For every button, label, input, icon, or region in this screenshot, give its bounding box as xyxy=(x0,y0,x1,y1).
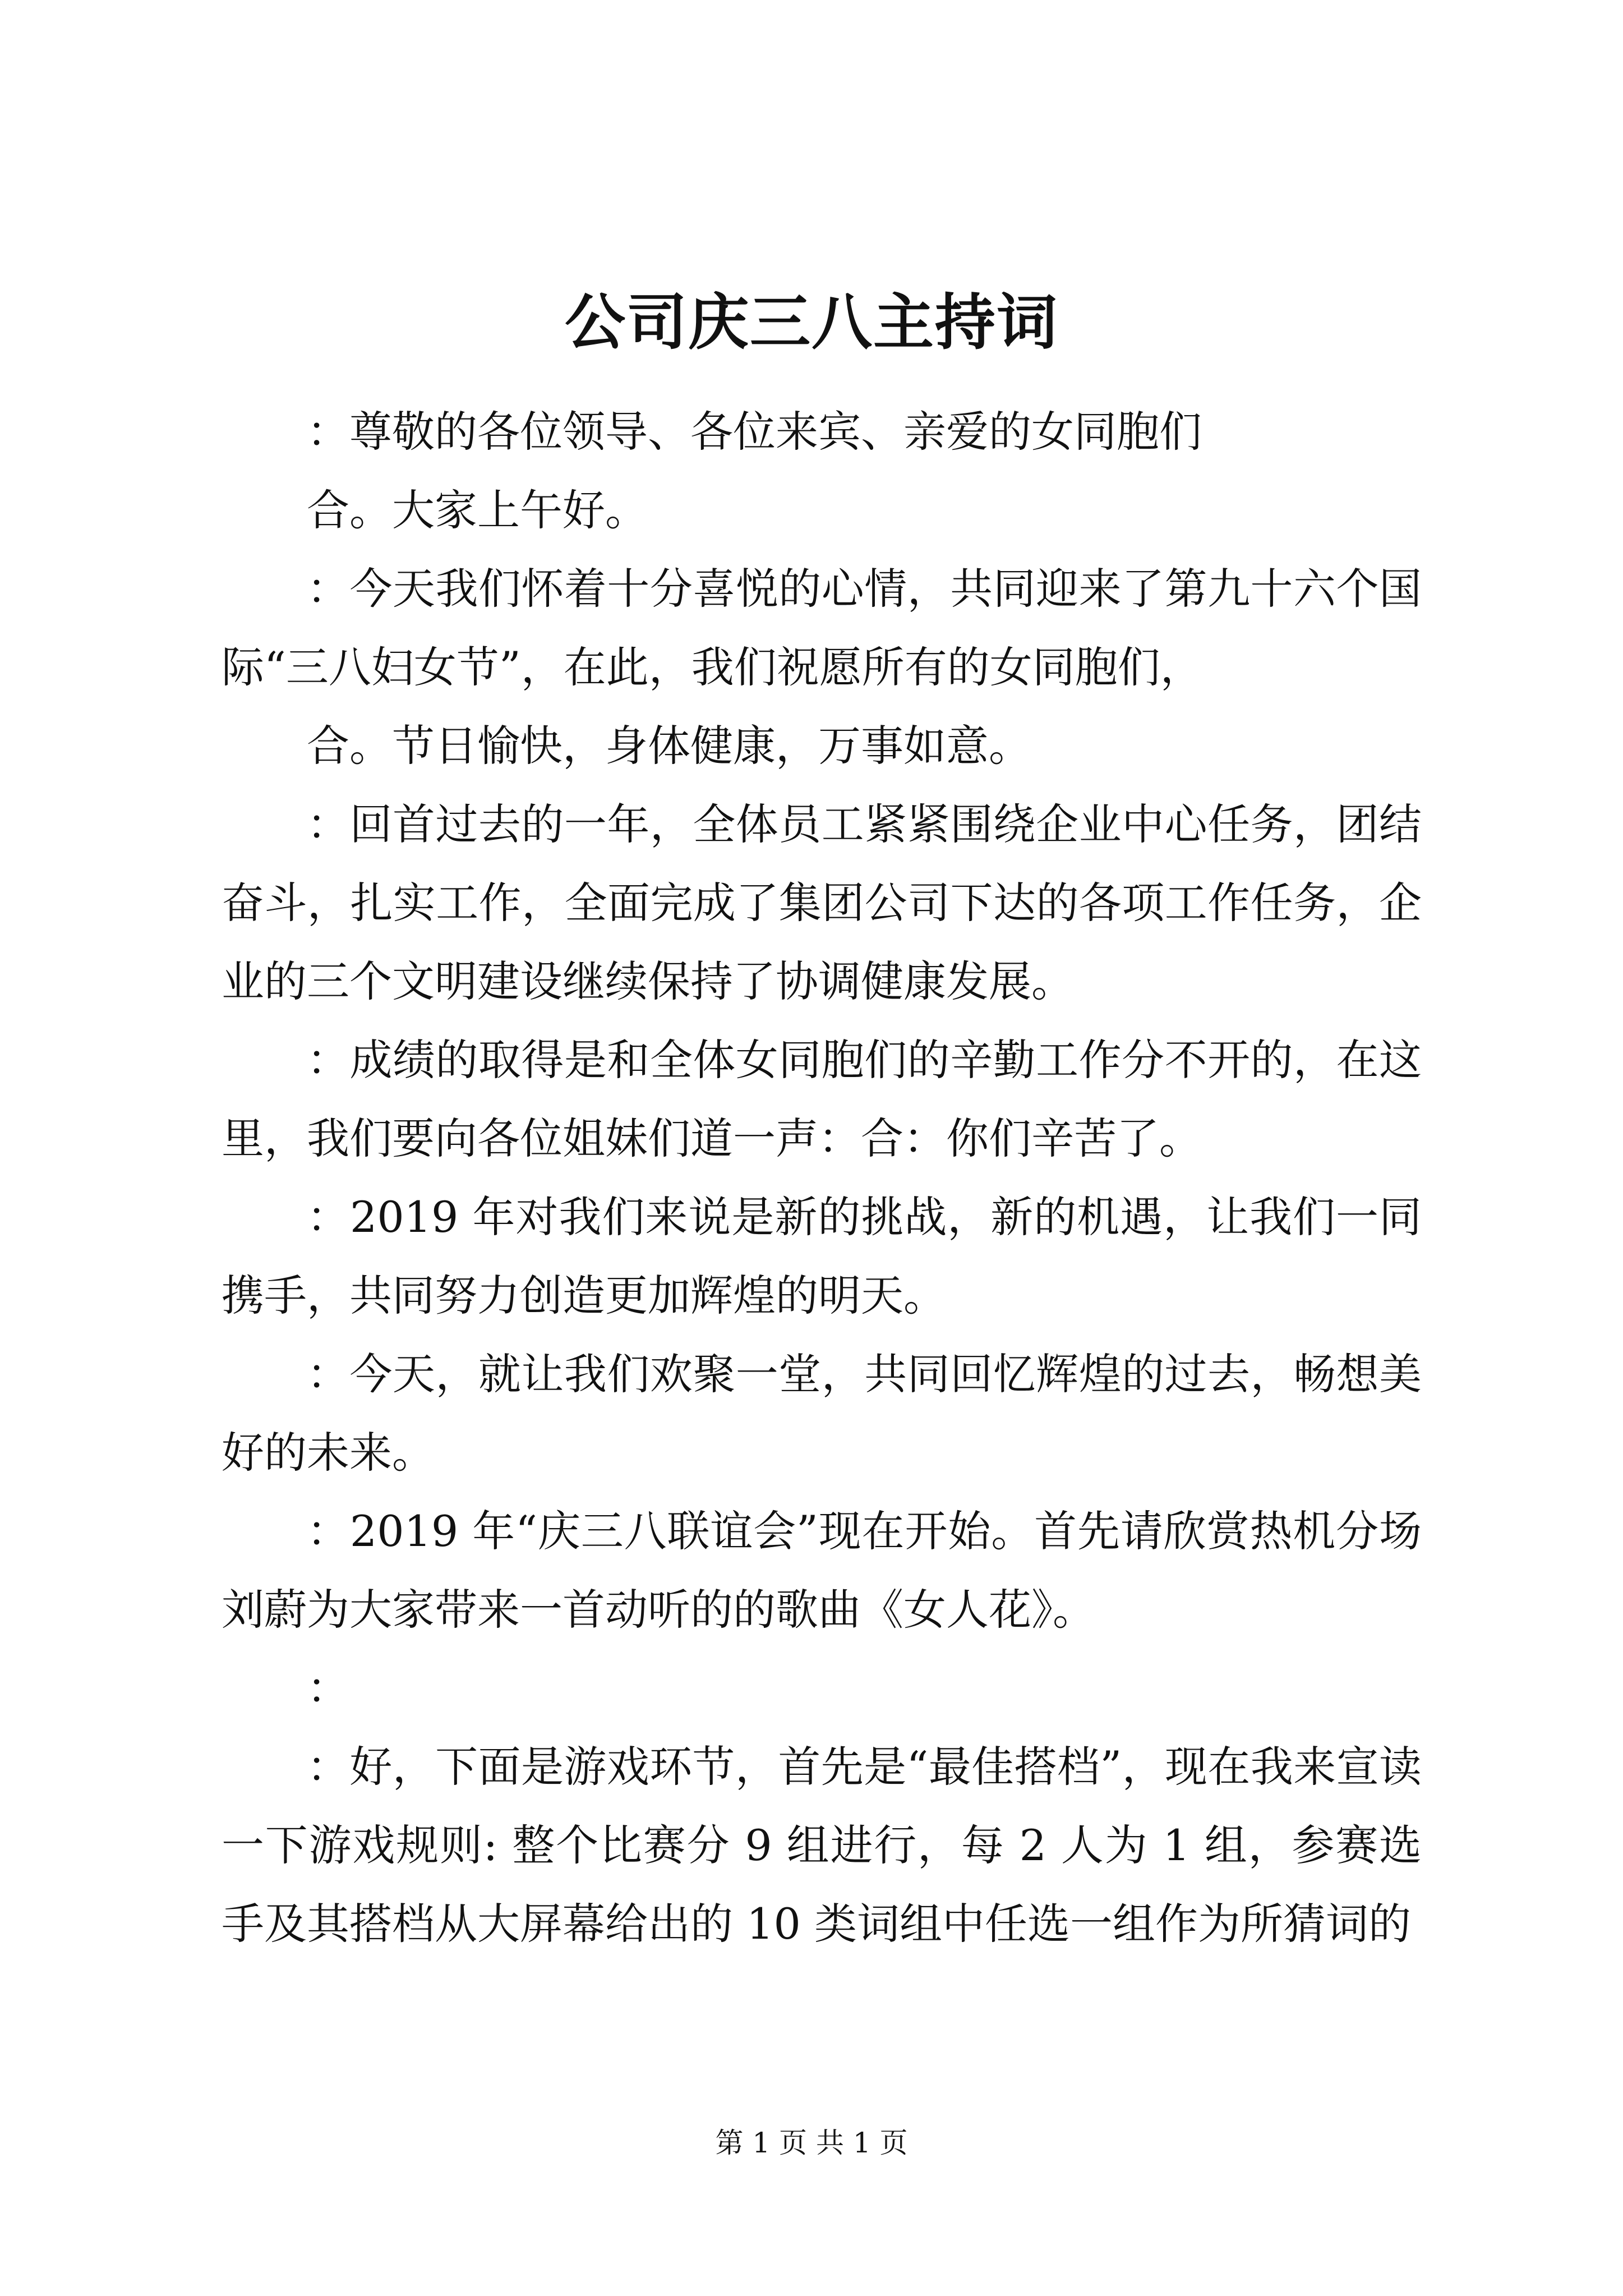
paragraph-10: ： xyxy=(307,1663,349,1713)
paragraph-1: ：尊敬的各位领导、各位来宾、亲爱的女同胞们 xyxy=(307,407,1202,457)
paragraph-8: ：今天，就让我们欢聚一堂，共同回忆辉煌的过去，畅想美好的未来。 xyxy=(222,1349,1422,1478)
paragraph-4: 合。节日愉快，身体健康，万事如意。 xyxy=(307,721,1031,771)
paragraph-5: ：回首过去的一年，全体员工紧紧围绕企业中心任务，团结奋斗，扎实工作，全面完成了集团公司下达的各项工作任务，企业的三个文明建设继续保持了协调健康发展。 xyxy=(222,799,1422,1006)
paragraph-2: 合。大家上午好。 xyxy=(307,485,648,535)
page-footer: 第 1 页 共 1 页 xyxy=(715,2127,908,2159)
paragraph-7: ：2019 年对我们来说是新的挑战，新的机遇，让我们一同携手，共同努力创造更加辉煌的明天。 xyxy=(222,1192,1422,1320)
paragraph-6: ：成绩的取得是和全体女同胞们的辛勤工作分不开的，在这里，我们要向各位姐妹们道一声：合：你们辛苦了。 xyxy=(222,1035,1422,1163)
document-title: 公司庆三八主持词 xyxy=(564,287,1058,358)
document-body xyxy=(222,393,1422,1963)
paragraph-11: ：好，下面是游戏环节，首先是“最佳搭档”，现在我来宣读一下游戏规则: 整个比赛分 9 组进行，每 2 人为 1 组，参赛选手及其搭档从大屏幕给出的 10 类词组中任选一组作为所猜词的 xyxy=(222,1742,1422,1949)
paragraph-9: ：2019 年“庆三八联谊会”现在开始。首先请欣赏热机分场刘蔚为大家带来一首动听的的歌曲《女人花》。 xyxy=(222,1506,1422,1635)
paragraph-3: ：今天我们怀着十分喜悦的心情，共同迎来了第九十六个国际“三八妇女节”，在此，我们祝愿所有的女同胞们， xyxy=(222,564,1422,692)
